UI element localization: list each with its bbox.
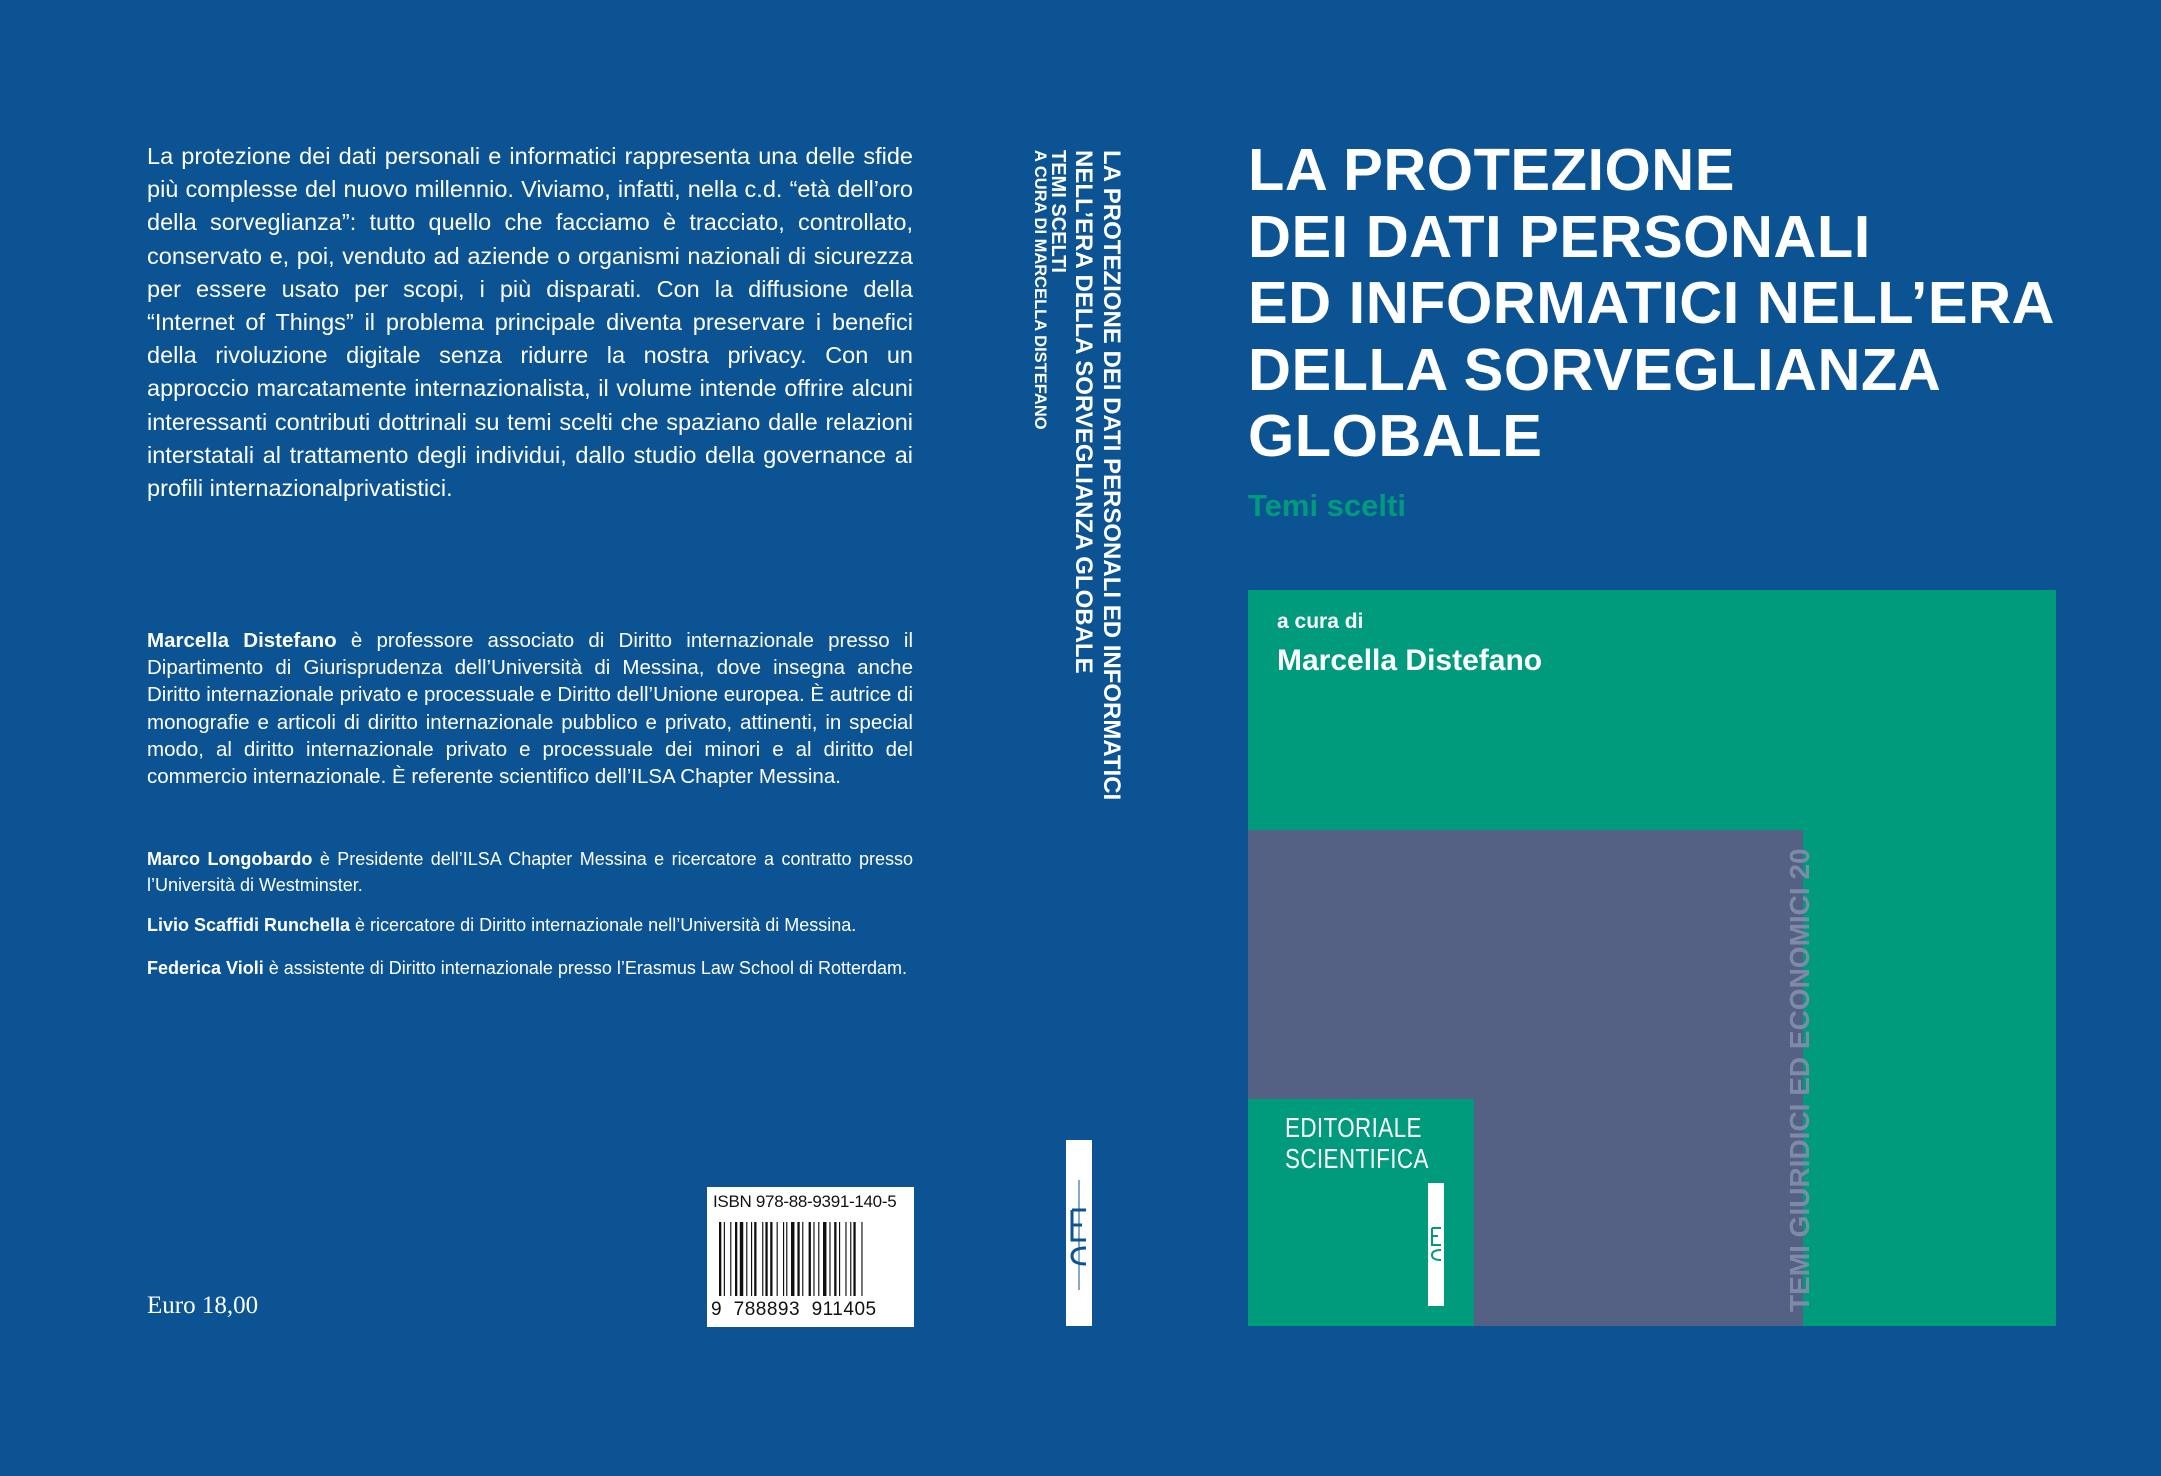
title-line: ED INFORMATICI NELL’ERA xyxy=(1248,269,2056,336)
contributor-name: Marco Longobardo xyxy=(147,849,313,869)
barcode-bar xyxy=(853,1222,855,1296)
barcode-bar xyxy=(740,1222,743,1296)
title-line: GLOBALE xyxy=(1248,402,1543,469)
author-name: Marcella Distefano xyxy=(147,629,337,652)
barcode-bar xyxy=(735,1222,737,1296)
book-title xyxy=(1248,137,2128,470)
back-cover-blurb: La protezione dei dati personali e informatici rappresenta una delle sfide più complesse del nuovo millennio. Viviamo, infatti, nella c.d. “età dell’oro della sorveglianza”: tutto quello che facciamo è tracciato, controllato, conservato e, poi, venduto ad aziende o organismi nazionali di sicurezza per essere usato per scopi, i più disparati. Con la diffusione della “Internet of Things” il problema principale diventa preservare i benefici della rivoluzione digitale senza ridurre la nostra privacy. Con un approccio marcatamente internazionalista, il volume intende offrire alcuni interessanti contributi dottrinali su temi scelti che spaziano dalle relazioni interstatali al trattamento degli individui, dallo studio della governance ai profili internazionalprivatistici. xyxy=(147,143,913,502)
barcode-bar xyxy=(809,1222,811,1296)
curator-name: Marcella Distefano xyxy=(1277,644,1543,677)
publisher-logo-icon xyxy=(1428,1183,1444,1306)
publisher-name-line: EDITORIALE xyxy=(1285,1112,1422,1143)
barcode-bar xyxy=(730,1222,731,1296)
barcode-bar xyxy=(719,1222,721,1296)
barcode-bar xyxy=(829,1222,830,1296)
barcode-bar xyxy=(834,1222,836,1296)
spine-curator: A CURA DI MARCELLA DISTEFANO xyxy=(1031,150,1049,430)
contributor-bio-text: è assistente di Diritto internazionale presso l’Erasmus Law School di Rotterdam. xyxy=(263,958,908,978)
contributor-name: Livio Scaffidi Runchella xyxy=(147,915,351,935)
barcode-bar xyxy=(797,1222,799,1296)
barcode-bar xyxy=(861,1222,862,1296)
barcode-bar xyxy=(751,1222,752,1296)
spine-title-line-2: NELL’ERA DELLA SORVEGLIANZA GLOBALE xyxy=(1070,150,1097,674)
barcode-panel xyxy=(707,1187,914,1327)
contributor-bio xyxy=(147,846,913,898)
barcode-bar xyxy=(754,1222,756,1296)
title-line: DEI DATI PERSONALI xyxy=(1248,202,1871,270)
title-line: LA PROTEZIONE xyxy=(1248,136,1735,203)
barcode-digits: 9 788893 911405 xyxy=(711,1299,877,1320)
spine-title-line-1: LA PROTEZIONE DEI DATI PERSONALI ED INFORMATICI xyxy=(1098,150,1125,801)
barcode-bar xyxy=(777,1222,778,1296)
barcode-bar xyxy=(791,1222,794,1296)
contributor-bio-text: è ricercatore di Diritto internazionale nell’Università di Messina. xyxy=(350,915,857,935)
barcode-bar xyxy=(783,1222,784,1296)
title-line: DELLA SORVEGLIANZA xyxy=(1248,335,1942,403)
contributor-bio-text: è Presidente dell’ILSA Chapter Messina e ricercatore a contratto presso l’Università di Westminster. xyxy=(147,849,913,895)
barcode-bar xyxy=(845,1222,846,1296)
contributor-bio xyxy=(147,912,913,938)
barcode-bar xyxy=(746,1222,747,1296)
book-subtitle: Temi scelti xyxy=(1248,488,1406,523)
series-label: TEMI GIURIDICI ED ECONOMICI 20 xyxy=(1784,848,1815,1312)
barcode-bar xyxy=(770,1222,772,1296)
barcode-bar xyxy=(762,1222,763,1296)
author-bio xyxy=(147,627,913,790)
spine-subtitle: TEMI SCELTI xyxy=(1047,150,1069,273)
barcode-bar xyxy=(813,1222,814,1296)
isbn-number: ISBN 978-88-9391-140-5 xyxy=(713,1192,897,1211)
author-bio-text: è professore associato di Diritto internazionale presso il Dipartimento di Giurisprudenza dell’Università di Messina, dove insegna anche Diritto internazionale privato e processuale e Diritto dell’Unione europea. È autrice di monografie e articoli di diritto internazionale pubblico e privato, attinenti, in special modo, al diritto internazionale privato e processuale dei minori e al diritto del commercio internazionale. È referente scientifico dell’ILSA Chapter Messina. xyxy=(147,629,913,789)
barcode-image xyxy=(719,1222,907,1296)
barcode-bar xyxy=(818,1222,819,1296)
curator-label: a cura di xyxy=(1277,610,1364,633)
contributor-bio xyxy=(147,955,913,981)
price-label: Euro 18,00 xyxy=(147,1292,259,1319)
barcode-bar xyxy=(724,1222,725,1296)
barcode-bar xyxy=(802,1222,803,1296)
barcode-bar xyxy=(765,1222,767,1296)
publisher-name xyxy=(1285,1112,1445,1174)
barcode-bar xyxy=(839,1222,840,1296)
barcode-bar xyxy=(850,1222,851,1296)
publisher-logo-icon xyxy=(1066,1140,1092,1326)
barcode-bar xyxy=(786,1222,787,1296)
barcode-bar xyxy=(823,1222,826,1296)
publisher-name-line: SCIENTIFICA xyxy=(1285,1143,1429,1174)
contributor-name: Federica Violi xyxy=(147,958,264,978)
